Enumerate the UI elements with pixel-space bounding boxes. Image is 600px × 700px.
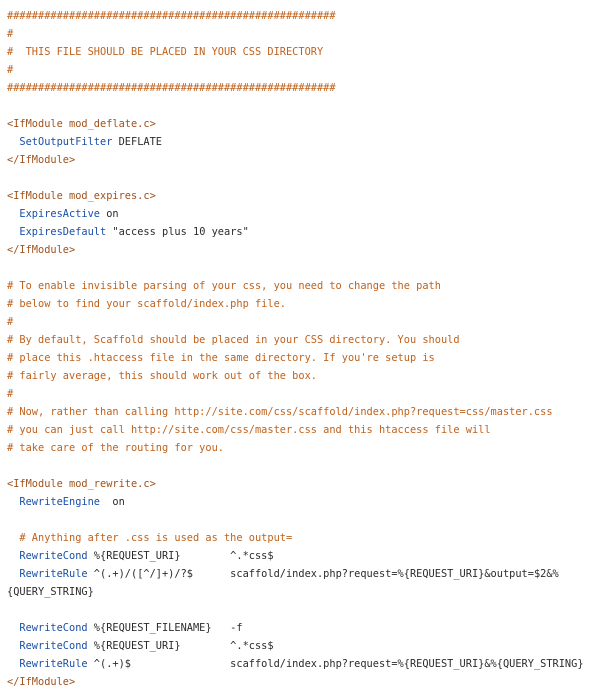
code-line <box>7 475 600 493</box>
code-line <box>7 169 600 187</box>
comment-text: # <box>7 388 14 400</box>
code-line <box>7 457 600 475</box>
directive-keyword: SetOutputFilter <box>7 136 113 148</box>
directive-value: %{REQUEST_FILENAME} -f <box>87 622 243 634</box>
directive-value: DEFLATE <box>112 136 162 148</box>
code-line <box>7 565 600 583</box>
code-line <box>7 7 600 25</box>
directive-keyword: RewriteEngine <box>7 496 100 508</box>
code-line <box>7 385 600 403</box>
directive-keyword: RewriteRule <box>7 658 88 670</box>
code-line <box>7 349 600 367</box>
code-line <box>7 367 600 385</box>
code-line <box>7 331 600 349</box>
code-line <box>7 79 600 97</box>
comment-text: # <box>7 28 14 40</box>
code-line <box>7 421 600 439</box>
comment-text: # Anything after .css is used as the output= <box>7 532 293 544</box>
directive-value: on <box>100 496 125 508</box>
code-line <box>7 295 600 313</box>
code-text: {QUERY_STRING} <box>7 586 94 598</box>
comment-text: # fairly average, this should work out of the box. <box>7 370 317 382</box>
module-tag: </IfModule> <box>7 154 76 166</box>
code-line <box>7 511 600 529</box>
code-line <box>7 673 600 691</box>
directive-value: %{REQUEST_URI} ^.*css$ <box>87 640 274 652</box>
directive-value: on <box>100 208 119 220</box>
directive-keyword: RewriteCond <box>7 622 88 634</box>
code-line <box>7 133 600 151</box>
directive-value: %{REQUEST_URI} ^.*css$ <box>87 550 274 562</box>
code-line <box>7 205 600 223</box>
code-line <box>7 277 600 295</box>
comment-text: # below to find your scaffold/index.php file. <box>7 298 286 310</box>
code-line <box>7 151 600 169</box>
module-tag: <IfModule mod_deflate.c> <box>7 118 156 130</box>
code-line <box>7 313 600 331</box>
comment-text: # place this .htaccess file in the same directory. If you're setup is <box>7 352 435 364</box>
directive-keyword: RewriteRule <box>7 568 88 580</box>
comment-text: # By default, Scaffold should be placed in your CSS directory. You should <box>7 334 460 346</box>
comment-text: # THIS FILE SHOULD BE PLACED IN YOUR CSS DIRECTORY <box>7 46 324 58</box>
code-line <box>7 97 600 115</box>
code-line <box>7 223 600 241</box>
code-line <box>7 259 600 277</box>
code-line <box>7 115 600 133</box>
code-line <box>7 529 600 547</box>
code-line <box>7 25 600 43</box>
directive-value: ^(.+)$ scaffold/index.php?request=%{REQUEST_URI}&%{QUERY_STRING} <box>87 658 584 670</box>
code-line <box>7 619 600 637</box>
code-line <box>7 655 600 673</box>
comment-text: ##################################################### <box>7 82 336 94</box>
directive-keyword: ExpiresActive <box>7 208 100 220</box>
comment-text: # <box>7 316 14 328</box>
directive-keyword: ExpiresDefault <box>7 226 107 238</box>
code-line <box>7 583 600 601</box>
code-line <box>7 493 600 511</box>
code-line <box>7 439 600 457</box>
comment-text: # <box>7 64 14 76</box>
directive-value: ^(.+)/([^/]+)/?$ scaffold/index.php?request=%{REQUEST_URI}&output=$2&% <box>87 568 559 580</box>
code-line <box>7 187 600 205</box>
code-line <box>7 403 600 421</box>
module-tag: <IfModule mod_rewrite.c> <box>7 478 156 490</box>
comment-text: # you can just call http://site.com/css/master.css and this htaccess file will <box>7 424 491 436</box>
code-line <box>7 637 600 655</box>
module-tag: <IfModule mod_expires.c> <box>7 190 156 202</box>
directive-value: "access plus 10 years" <box>106 226 249 238</box>
code-line <box>7 601 600 619</box>
code-line <box>7 61 600 79</box>
comment-text: # take care of the routing for you. <box>7 442 224 454</box>
code-line <box>7 547 600 565</box>
comment-text: # Now, rather than calling http://site.com/css/scaffold/index.php?request=css/master.css <box>7 406 553 418</box>
module-tag: </IfModule> <box>7 676 76 688</box>
directive-keyword: RewriteCond <box>7 640 88 652</box>
comment-text: ##################################################### <box>7 10 336 22</box>
directive-keyword: RewriteCond <box>7 550 88 562</box>
module-tag: </IfModule> <box>7 244 76 256</box>
code-line <box>7 43 600 61</box>
code-line <box>7 241 600 259</box>
comment-text: # To enable invisible parsing of your css, you need to change the path <box>7 280 441 292</box>
